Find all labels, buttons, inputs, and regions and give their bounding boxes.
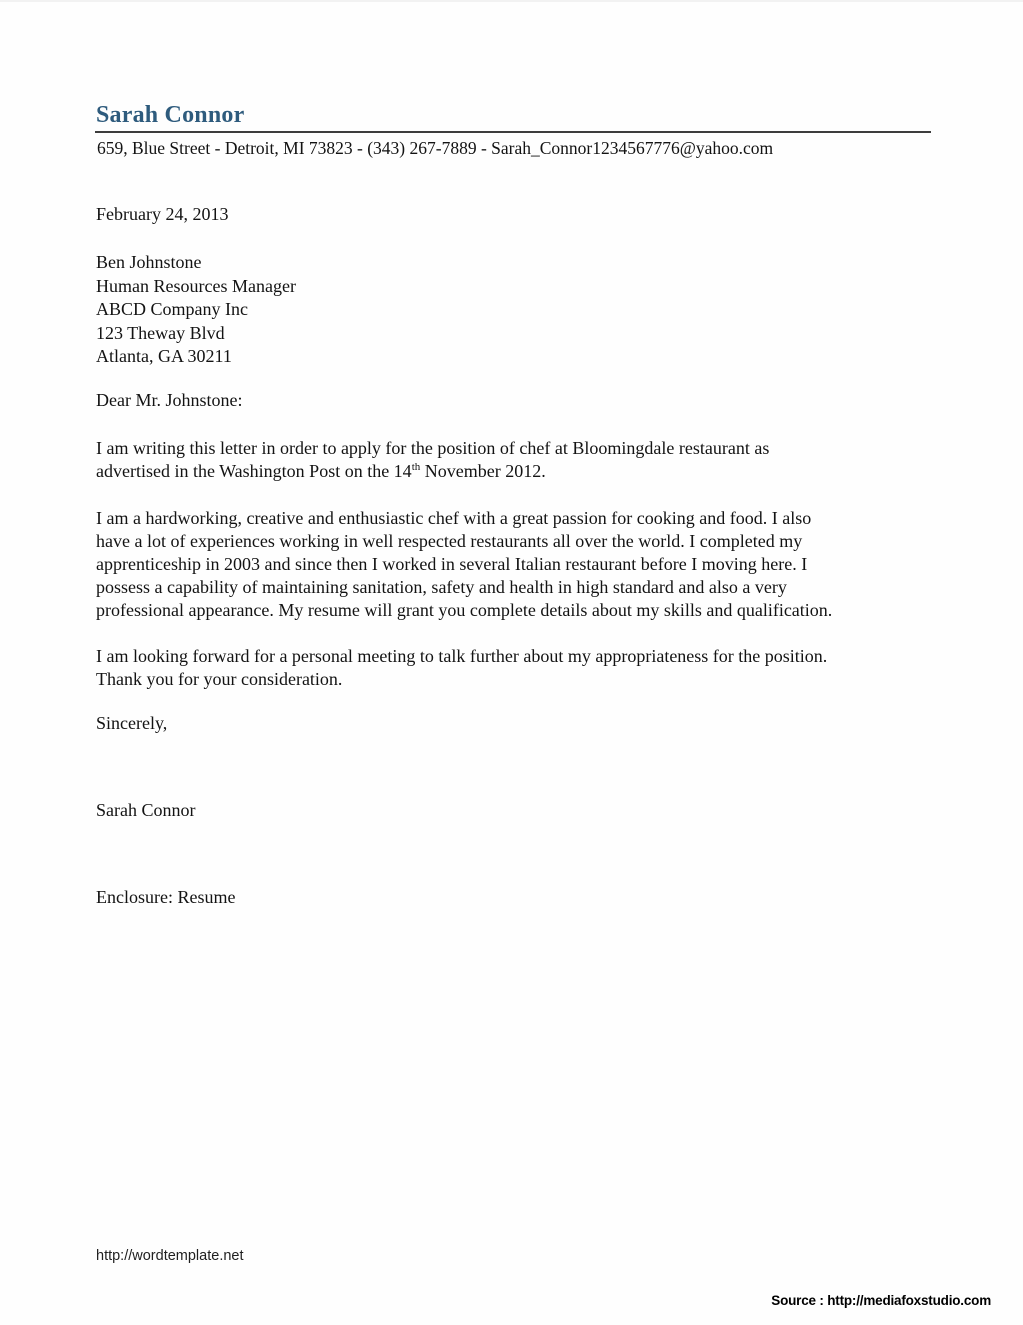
paragraph-intro: [96, 437, 769, 483]
letter-date: February 24, 2013: [96, 204, 229, 224]
sender-name-heading: Sarah Connor: [96, 102, 245, 128]
header-divider-line: [95, 131, 931, 133]
recipient-title: Human Resources Manager: [96, 275, 296, 296]
paragraph-qualifications: I am a hardworking, creative and enthusiastic chef with a great passion for cooking and food. I also have a lot of experiences working in well respected restaurants all over the world. I completed my apprenticeship in 2003 and since then I worked in several Italian restaurant before I moving here. I possess a capability of maintaining sanitation, safety and health in high standard and also a very professional appearance. My resume will grant you complete details about my skills and qualification.: [96, 508, 833, 620]
footer-template-url: http://wordtemplate.net: [96, 1248, 244, 1264]
recipient-street: 123 Theway Blvd: [96, 322, 225, 343]
sender-contact-line: 659, Blue Street - Detroit, MI 73823 - (343) 267-7889 - Sarah_Connor1234567776@yahoo.com: [97, 138, 774, 158]
signature-name: Sarah Connor: [96, 800, 196, 820]
paragraph-closing-request: I am looking forward for a personal meeting to talk further about my appropriateness for the position. Thank you for your consideration.: [96, 646, 828, 689]
recipient-company: ABCD Company Inc: [96, 299, 248, 319]
enclosure-note: Enclosure: Resume: [96, 887, 236, 907]
paragraph-intro-line-1: I am writing this letter in order to apply for the position of chef at Bloomingdale restaurant as: [96, 438, 770, 458]
salutation: Dear Mr. Johnstone:: [96, 390, 243, 410]
recipient-city-state-zip: Atlanta, GA 30211: [96, 346, 232, 366]
paragraph-intro-line-2: advertised in the Washington Post on the 14th November 2012.: [96, 461, 546, 481]
recipient-address-block: [96, 251, 296, 369]
recipient-name: Ben Johnstone: [96, 252, 202, 272]
complimentary-close: Sincerely,: [96, 713, 168, 733]
source-attribution: Source : http://mediafoxstudio.com: [771, 1293, 991, 1308]
ordinal-superscript: th: [411, 461, 421, 473]
